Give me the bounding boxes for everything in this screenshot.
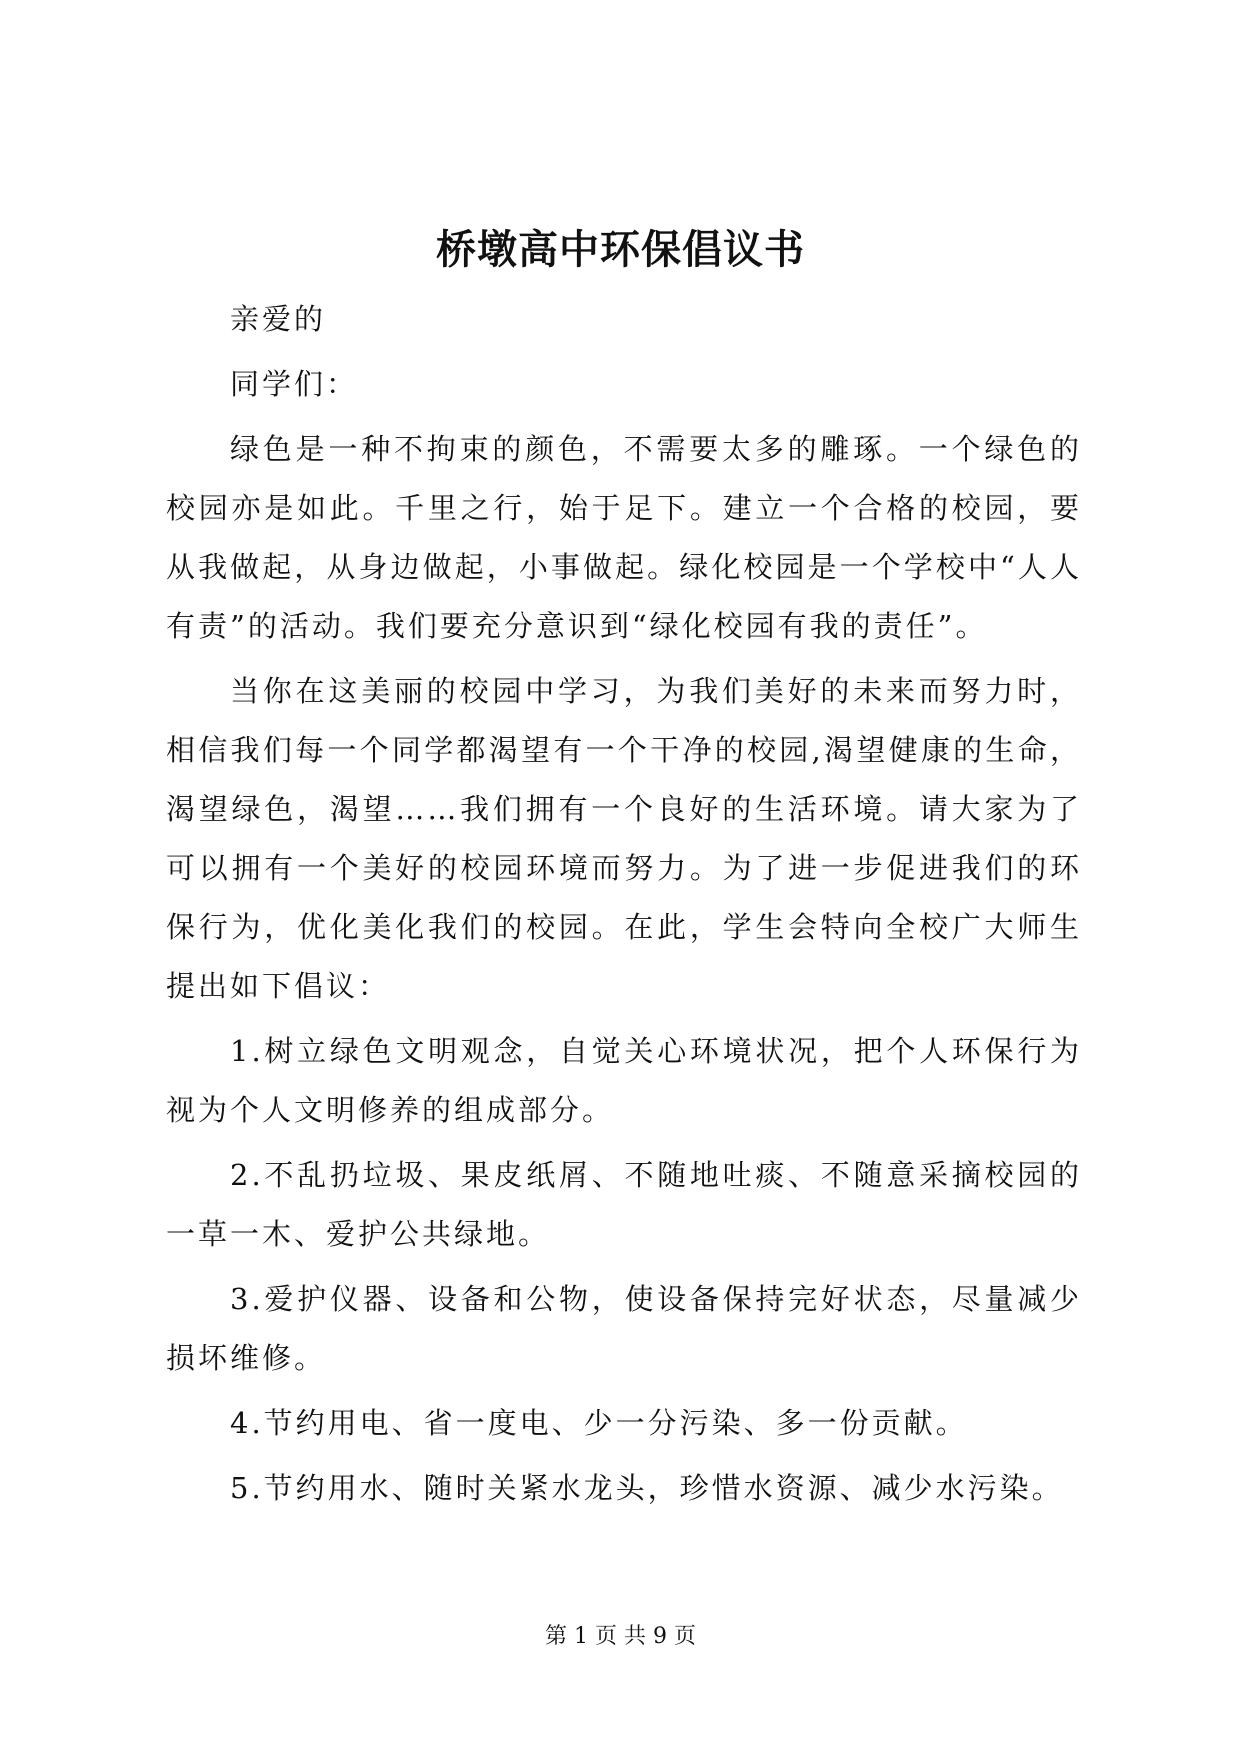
page-number-footer: 第 1 页 共 9 页	[545, 1624, 696, 1649]
proposal-item-1: 1.树立绿色文明观念，自觉关心环境状况，把个人环保行为视为个人文明修养的组成部分。	[166, 1034, 1082, 1127]
document-title: 桥墩高中环保倡议书	[436, 226, 805, 273]
proposal-item-4: 4.节约用电、省一度电、少一分污染、多一份贡献。	[230, 1406, 968, 1440]
body-paragraph-intro: 绿色是一种不拘束的颜色，不需要太多的雕琢。一个绿色的校园亦是如此。千里之行，始于足下。建立一个合格的校园，要从我做起，从身边做起，小事做起。绿化校园是一个学校中“人人有责”的活动。我们要充分意识到“绿化校园有我的责任”。	[166, 432, 1082, 643]
document-body	[166, 290, 1082, 1524]
salutation-line-2: 同学们：	[230, 367, 359, 401]
proposal-item-5: 5.节约用水、随时关紧水龙头，珍惜水资源、减少水污染。	[230, 1471, 1064, 1505]
proposal-item-3: 3.爱护仪器、设备和公物，使设备保持完好状态，尽量减少损坏维修。	[166, 1282, 1082, 1375]
proposal-item-2: 2.不乱扔垃圾、果皮纸屑、不随地吐痰、不随意采摘校园的一草一木、爱护公共绿地。	[166, 1158, 1082, 1251]
body-paragraph-appeal: 当你在这美丽的校园中学习，为我们美好的未来而努力时，相信我们每一个同学都渴望有一个干净的校园,渴望健康的生命，渴望绿色，渴望……我们拥有一个良好的生活环境。请大家为了可以拥有一个美好的校园环境而努力。为了进一步促进我们的环保行为，优化美化我们的校园。在此，学生会特向全校广大师生提出如下倡议：	[166, 674, 1082, 1003]
salutation-line-1: 亲爱的	[230, 302, 327, 336]
